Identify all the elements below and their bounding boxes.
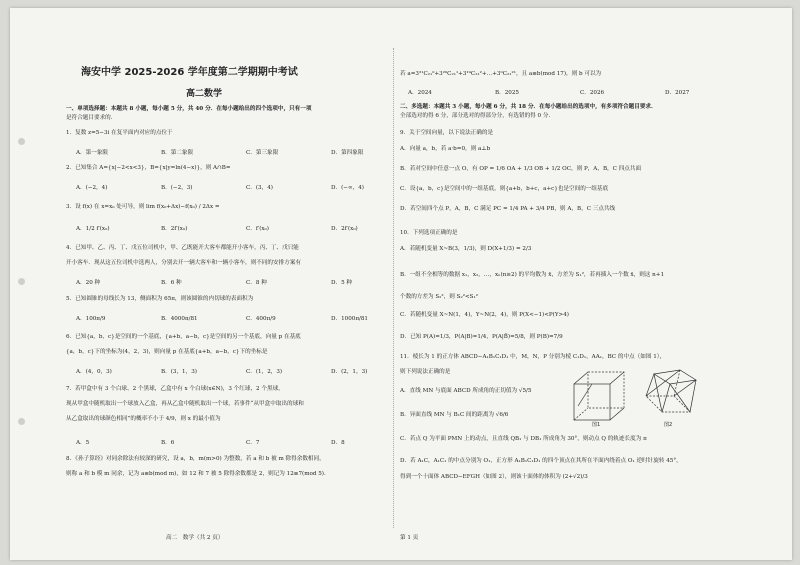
q8-option-b: B．2025 [495,90,519,96]
section2-heading: 二、多选题：本题共 3 小题，每小题 6 分，共 18 分．在每小题给出的选项中，有多项符合题目要求． [400,104,657,110]
q10-option-c: C．若随机变量 X~N(1，4)，Y~N(2，4)，则 P(X<−1)<P(Y>4) [400,312,569,318]
q3-option-c: C．f′(x₀) [246,226,269,232]
q2-option-a: A．(−2，4) [76,185,108,191]
q6-option-c: C．(1，2，3) [246,369,283,375]
punch-hole [18,138,25,145]
question-7-cont2: 从乙盒取出的球颜色相同”的概率不小于 4/9，则 x 的最小值为 [66,416,221,422]
q1-option-c: C．第三象限 [246,150,279,156]
q1-option-d: D．第四象限 [331,150,364,156]
q9-option-a: A．向量 a，b，若 a·b=0，则 a⊥b [400,146,491,152]
question-4-cont: 开小客车．现从这五位司机中选两人，分别去开一辆大客车和一辆小客车，则不同的安排方案有 [66,260,301,266]
question-8-cont2: 若 a=3²¹C₂₁⁰+3²⁰C₂₁¹+3¹⁹C₂₁²+…+3⁰C₂₁²¹，且 a≡b(mod 17)，则 b 可以为 [400,71,602,77]
figure-2-caption: 图2 [664,422,673,428]
q10-option-d: D．已知 P(A)=1/3，P(A|B)=1/4，P(A|B̄)=5/8，则 P(B)=7/9 [400,334,563,340]
q2-option-b: B．(−2，3) [161,185,193,191]
q8-option-c: C．2026 [580,90,605,96]
question-6: 6．已知{a，b，c}是空间的一个基底，{a+b，a−b，c}是空间的另一个基底，向量 p 在基底 [66,334,301,340]
q3-option-a: A．1/2 f′(x₀) [76,226,110,232]
q11-option-b: B．异面直线 MN 与 B₁C 间的距离为 √6/6 [400,412,509,418]
q10-option-b: B．一组不全相等的数据 x₁，x₂，…，xₙ(n≥2) 的平均数为 x̄，方差为 S₁²，若再插入一个数 x̄，则这 n+1 [400,272,665,278]
question-8-cont: 则称 a 和 b 模 m 同余，记为 a≡b(mod m)，如 12 和 7 被 5 除得余数都是 2，则记为 12≡7(mod 5)． [66,471,330,477]
footer-right: 第 1 页 [400,535,419,541]
q9-option-d: D．若空间四个点 P，A，B，C 满足 PC = 1/4 PA + 3/4 PB，则 A，B，C 三点共线 [400,206,616,212]
question-8: 8．《孙子算经》对同余除法有较深的研究，设 a，b，m(m>0) 为整数，若 a 和 b 被 m 除得余数相同， [66,456,325,462]
q7-option-a: A．5 [76,440,90,446]
punch-hole [18,418,25,425]
q2-option-c: C．(3，4) [246,185,273,191]
q5-option-a: A．100π/9 [76,316,106,322]
exam-title: 海安中学 2025-2026 学年度第二学期期中考试 [81,67,298,78]
question-11-cont: 则下列说法正确的是 [400,369,451,375]
section1-heading-cont: 是符合题目要求的． [66,115,117,121]
q7-option-d: D．8 [331,440,345,446]
q1-option-b: B．第二象限 [161,150,194,156]
q3-option-b: B．2f′(x₀) [161,226,188,232]
q7-option-c: C．7 [246,440,260,446]
cube-figure-1 [570,366,630,428]
section2-heading-cont: 全部选对的得 6 分，部分选对的得部分分，有选错的得 0 分． [400,113,555,119]
punch-hole [18,278,25,285]
q6-option-b: B．(3，1，3) [161,369,197,375]
q8-option-a: A．2024 [408,90,432,96]
question-7: 7．若甲盒中有 3 个白球、2 个黑球，乙盒中有 x 个白球(x∈N)，3 个红球，2 个黑球， [66,386,284,392]
q8-option-d: D．2027 [665,90,690,96]
q11-option-a: A．直线 MN 与底面 ABCD 所成角的正切值为 √5/5 [400,388,532,394]
q4-option-c: C．8 种 [246,280,267,286]
question-3: 3．设 f(x) 在 x=x₀ 处可导，则 lim f(x₀+Δx)−f(x₀) / 2Δx = [66,204,220,210]
q4-option-d: D．5 种 [331,280,353,286]
q7-option-b: B．6 [161,440,175,446]
footer-left: 高二 数学（共 2 页） [166,535,224,541]
question-5: 5．已知圆锥的母线长为 13，侧面积为 65π，则该圆锥的内切球的表面积为 [66,296,254,302]
q5-option-d: D．1000π/81 [331,316,368,322]
column-divider [393,48,394,528]
exam-sheet [10,8,792,560]
q4-option-b: B．6 种 [161,280,182,286]
q9-option-b: B．若对空间中任意一点 O，有 OP = 1/6 OA + 1/3 OB + 1/2 OC，则 P，A，B，C 四点共面 [400,166,642,172]
q10-option-b-cont: 个数的方差为 S₂²，则 S₂²<S₁² [400,294,478,300]
decahedron-figure-2 [640,366,704,428]
question-1: 1．复数 z=5−3i 在复平面内对应的点位于 [66,130,173,136]
question-7-cont1: 现从甲盒中随机取出一个球放入乙盒，再从乙盒中随机取出一个球，若事件“从甲盒中取出的球和 [66,401,304,407]
q2-option-d: D．(−∞，4) [331,185,364,191]
question-11: 11．棱长为 1 的正方体 ABCD−A₁B₁C₁D₁ 中，M，N，P 分别为棱 C₁D₁，AA₁，BC 的中点（如图 1）， [400,354,666,360]
section1-heading: 一、单项选择题：本题共 8 小题，每小题 5 分，共 40 分．在每小题给出的四个选项中，只有一项 [66,106,312,112]
q11-option-d: D．若 A₁C，A₁C₁ 的中点分别为 O₁，正方形 A₁B₁C₁D₁ 的四个顶点在其所在平面内绕着点 O₁ 逆时针旋转 45°， [400,458,682,464]
question-10: 10．下列选项正确的是 [400,230,458,236]
question-4: 4．已知甲、乙、丙、丁、戊五位司机中，甲、乙既能开大客车都能开小客车，丙、丁、戊只能 [66,245,299,251]
question-2: 2．已知集合 A={x|−2<x<3}，B={x|y=ln(4−x)}，则 A∩B= [66,165,231,171]
q9-option-c: C．设{a，b，c}是空间中的一组基底，则{a+b，b+c，a+c}也是空间的一组基底 [400,186,609,192]
q11-option-d-cont: 得到一个十面体 ABCD−EFGH（如图 2），则该十面体的体积为 (2+√2)/3 [400,474,588,480]
q5-option-c: C．400π/9 [246,316,276,322]
exam-subject: 高二数学 [186,89,223,99]
q6-option-d: D．(2，1，3) [331,369,368,375]
q10-option-a: A．若随机变量 X~B(3，1/3)，则 D(X+1/3) = 2/3 [400,246,532,252]
figure-1-caption: 图1 [592,422,601,428]
q11-option-c: C．若点 Q 为平面 PMN 上的动点，且直线 QB₁ 与 DB₁ 所成角为 30°，则动点 Q 的轨迹长度为 π [400,436,647,442]
q4-option-a: A．20 种 [76,280,101,286]
q6-option-a: A．(4，0，3) [76,369,112,375]
q5-option-b: B．4000π/81 [161,316,198,322]
question-9: 9．关于空间向量，以下说法正确的是 [400,130,494,136]
question-6-cont: {a，b，c}下的坐标为(4，2，3)，则向量 p 在基底{a+b，a−b，c}下的坐标是 [66,349,268,355]
q3-option-d: D．2f′(x₀) [331,226,358,232]
q1-option-a: A．第一象限 [76,150,109,156]
